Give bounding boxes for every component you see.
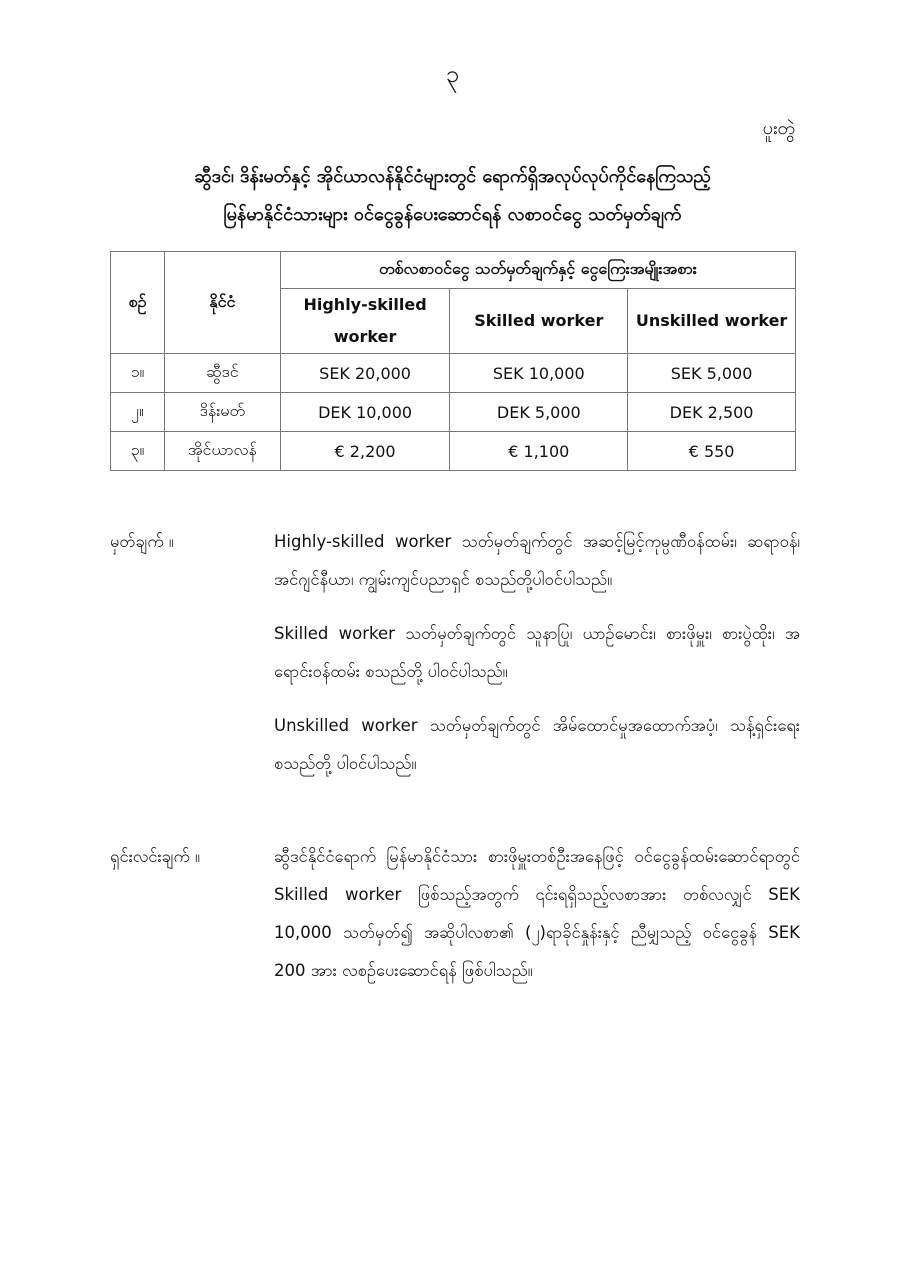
table-row — [111, 393, 796, 432]
explanation-paragraph: ဆွီဒင်နိုင်ငံရောက် မြန်မာနိုင်ငံသား စားဖိုမှူးတစ်ဦးအနေဖြင့် ဝင်ငွေခွန်ထမ်းဆောင်ရာတွင် Skilled worker ဖြစ်သည့်အတွက် ၎င်းရရှိသည့်လစာအား တစ်လလျှင် SEK 10,000 သတ်မှတ်၍ အဆိုပါလစာ၏ (၂)ရာခိုင်နှုန်းနှင့် ညီမျှသည့် ဝင်ငွေခွန် SEK 200 အား လစဉ်ပေးဆောင်ရန် ဖြစ်ပါသည်။ — [274, 847, 800, 980]
document-title — [60, 158, 845, 234]
note-paragraph-skilled: Skilled worker သတ်မှတ်ချက်တွင် သူနာပြု၊ ယာဉ်မောင်း၊ စားဖိုမှူး၊ စားပွဲထိုး၊ အရောင်းဝန်ထမ်း စသည်တို့ ပါဝင်ပါသည်။ — [274, 624, 800, 681]
row-country: ဒိန်းမတ် — [164, 393, 280, 432]
page-number: ၃ — [445, 60, 460, 88]
header-income-group: တစ်လစာဝင်ငွေ သတ်မှတ်ချက်နှင့် ငွေကြေးအမျိုးအစား — [280, 252, 795, 289]
note-paragraph-unskilled: Unskilled worker သတ်မှတ်ချက်တွင် အိမ်ထောင်မှုအထောက်အပံ့၊ သန့်ရှင်းရေး စသည်တို့ ပါဝင်ပါသည်။ — [274, 716, 800, 773]
title-line-1: ဆွီဒင်၊ ဒိန်းမတ်နှင့် အိုင်ယာလန်နိုင်ငံများတွင် ရောက်ရှိအလုပ်လုပ်ကိုင်နေကြသည့် — [194, 166, 711, 187]
row-country: အိုင်ယာလန် — [164, 432, 280, 471]
row-unskilled: DEK 2,500 — [628, 393, 796, 432]
header-unskilled: Unskilled worker — [628, 289, 796, 354]
notes-label: မှတ်ချက် ။ — [110, 532, 174, 551]
row-no: ၃။ — [111, 432, 165, 471]
row-skilled: € 1,100 — [450, 432, 628, 471]
notes-body — [274, 523, 800, 799]
income-threshold-table — [110, 251, 796, 471]
explanation-body — [274, 838, 800, 1006]
header-no: စဉ် — [111, 252, 165, 354]
row-highly-skilled: € 2,200 — [280, 432, 450, 471]
title-line-2: မြန်မာနိုင်ငံသားများ ဝင်ငွေခွန်ပေးဆောင်ရန် လစာဝင်ငွေ သတ်မှတ်ချက် — [223, 204, 682, 225]
row-highly-skilled: SEK 20,000 — [280, 354, 450, 393]
row-country: ဆွီဒင် — [164, 354, 280, 393]
row-no: ၂။ — [111, 393, 165, 432]
table-row — [111, 354, 796, 393]
annex-label: ပူးတွဲ — [762, 118, 795, 139]
note-paragraph-highly-skilled: Highly-skilled worker သတ်မှတ်ချက်တွင် အဆင့်မြင့်ကုမ္ပဏီဝန်ထမ်း၊ ဆရာဝန်၊ အင်ဂျင်နီယာ၊ ကျွမ်းကျင်ပညာရှင် စသည်တို့ပါဝင်ပါသည်။ — [274, 532, 800, 589]
row-unskilled: SEK 5,000 — [628, 354, 796, 393]
row-no: ၁။ — [111, 354, 165, 393]
header-highly-skilled: Highly-skilled worker — [280, 289, 450, 354]
row-skilled: DEK 5,000 — [450, 393, 628, 432]
header-country: နိုင်ငံ — [164, 252, 280, 354]
header-skilled: Skilled worker — [450, 289, 628, 354]
table-row — [111, 432, 796, 471]
row-unskilled: € 550 — [628, 432, 796, 471]
explanation-label: ရှင်းလင်းချက် ။ — [110, 847, 200, 866]
row-skilled: SEK 10,000 — [450, 354, 628, 393]
row-highly-skilled: DEK 10,000 — [280, 393, 450, 432]
